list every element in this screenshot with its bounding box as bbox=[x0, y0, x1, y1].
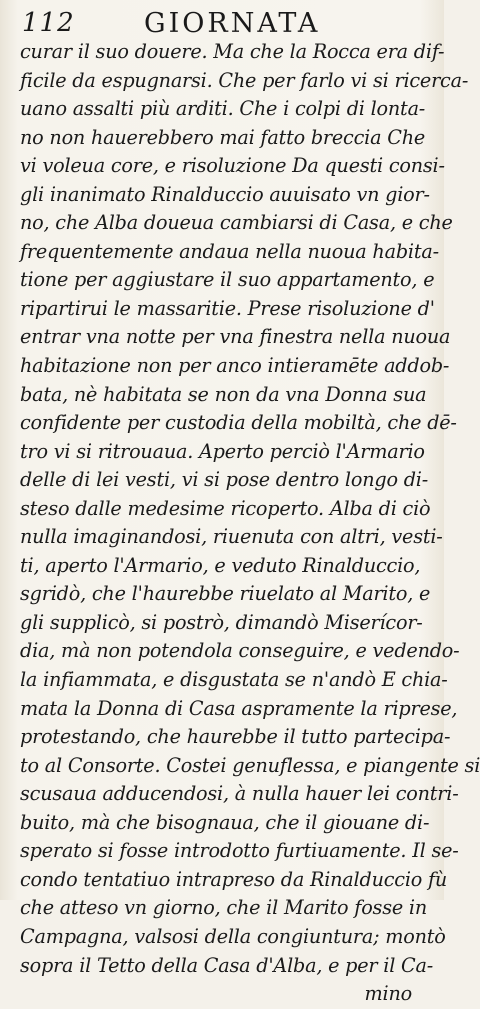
text-line: che atteso vn giorno, che il Marito fosse in bbox=[20, 896, 428, 920]
text-line: gli inanimato Rinalduccio auuisato vn gior- bbox=[20, 182, 430, 206]
text-line: gli supplicò, si postrò, dimandò Miserícor- bbox=[20, 610, 423, 634]
text-line: to al Consorte. Costei genuflessa, e piangente si bbox=[20, 753, 480, 777]
page-header bbox=[22, 6, 434, 42]
text-line: ficile da espugnarsi. Che per farlo vi si ricerca- bbox=[20, 68, 469, 92]
text-line: ti, aperto l'Armario, e veduto Rinalduccio, bbox=[20, 553, 421, 577]
text-line: no non hauerebbero mai fatto breccia Che bbox=[20, 125, 426, 149]
text-line: protestando, che haurebbe il tutto partecipa- bbox=[20, 725, 451, 749]
text-line: delle di lei vesti, vi si pose dentro longo di- bbox=[20, 468, 429, 492]
text-line: ripartirui le massaritie. Prese risoluzione d' bbox=[20, 296, 435, 320]
text-line: scusaua adducendosi, à nulla hauer lei contri- bbox=[20, 782, 459, 806]
text-line: sopra il Tetto della Casa d'Alba, e per il Ca- bbox=[20, 953, 434, 977]
text-line: habitazione non per anco intieramēte addob- bbox=[20, 354, 450, 378]
text-line: no, che Alba doueua cambiarsi di Casa, e che bbox=[20, 211, 453, 235]
text-line: tione per aggiustare il suo appartamento, e bbox=[20, 268, 435, 292]
body-text bbox=[20, 38, 480, 1009]
text-line: sperato si fosse introdotto furtiuamente. Il se- bbox=[20, 839, 459, 863]
running-head: GIORNATA bbox=[144, 8, 321, 39]
text-line: frequentemente andaua nella nuoua habita- bbox=[20, 239, 439, 263]
text-line: la infiammata, e disgustata se n'andò E chia- bbox=[20, 668, 448, 692]
text-line: uano assalti più arditi. Che i colpi di lonta- bbox=[20, 97, 426, 121]
text-line: bata, nè habitata se non da vna Donna sua bbox=[20, 382, 427, 406]
text-line: vi voleua core, e risoluzione Da questi consi- bbox=[20, 154, 445, 178]
text-line: steso dalle medesime ricoperto. Alba di ciò bbox=[20, 496, 431, 520]
text-line: tro vi si ritrouaua. Aperto perciò l'Armario bbox=[20, 439, 425, 463]
text-line: sgridò, che l'haurebbe riuelato al Marito, e bbox=[20, 582, 431, 606]
text-line: entrar vna notte per vna finestra nella nuoua bbox=[20, 325, 451, 349]
text-line: Campagna, valsosi della congiuntura; montò bbox=[20, 924, 446, 948]
text-line: mata la Donna di Casa aspramente la riprese, bbox=[20, 696, 458, 720]
text-line: dia, mà non potendola conseguire, e vedendo- bbox=[20, 639, 460, 663]
catchword: mino bbox=[364, 982, 412, 1006]
page-number: 112 bbox=[22, 8, 75, 38]
text-line: buito, mà che bisognaua, che il giouane di- bbox=[20, 810, 430, 834]
text-line: condo tentatiuo intrapreso da Rinalduccio fù bbox=[20, 867, 448, 891]
text-line: nulla imaginandosi, riuenuta con altri, vesti- bbox=[20, 525, 443, 549]
text-line: confidente per custodia della mobiltà, che dē- bbox=[20, 411, 457, 435]
text-line: curar il suo douere. Ma che la Rocca era dif- bbox=[20, 40, 445, 63]
